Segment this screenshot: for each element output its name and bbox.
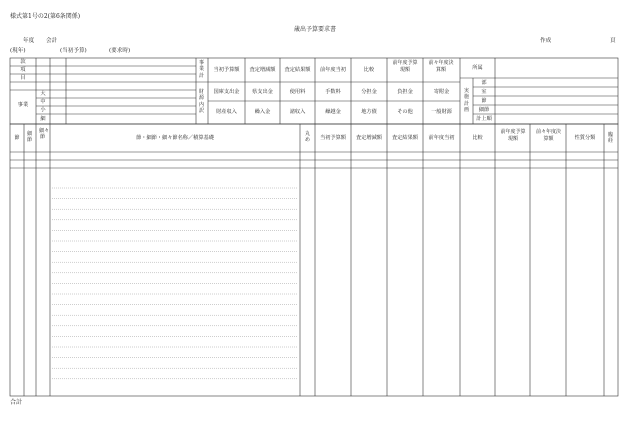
dai-label: 大: [40, 91, 46, 97]
lower-col-setsu: 節: [14, 135, 20, 141]
lower-col-initial-budget: 当初予算額: [320, 135, 346, 141]
fund-national: 国庫支出金: [213, 89, 240, 95]
jigyo-label: 事業: [17, 102, 29, 108]
lower-col-assess-change: 査定増減額: [356, 135, 382, 141]
lower-col-nature: 性質分類: [574, 135, 596, 141]
col-initial-budget: 当初予算額: [213, 67, 240, 73]
org-bu: 部: [481, 80, 487, 86]
year-label: 年度: [23, 38, 35, 44]
lower-col-prev-budget: 前年度予算現額: [500, 129, 526, 142]
col-prev2-settle: 前々年度決算額: [428, 60, 454, 73]
col-assess-result: 査定結果額: [284, 67, 311, 73]
saimoku-label: 細: [40, 116, 46, 122]
page-label: 頁: [610, 38, 616, 44]
total-label: 合計: [10, 399, 23, 406]
kan-label: 款: [20, 59, 26, 65]
form-number: 様式第1号の2(第6条関係): [10, 13, 81, 20]
jigyokei-label: 事業計: [198, 60, 204, 79]
lower-col-prev-initial: 前年度当初: [428, 135, 455, 141]
col-compare: 比較: [363, 67, 375, 73]
form-title: 歳出予算要求書: [293, 26, 336, 33]
lower-col-prev2-settle: 前々年度決算額: [535, 129, 561, 142]
lower-col-saisetsu: 細節: [26, 131, 32, 144]
current-year-label: (現年): [10, 48, 26, 54]
moku-label: 目: [20, 75, 26, 81]
org-setsu: 節: [481, 98, 487, 104]
zaigen-naiyaku-label: 財源内訳: [198, 89, 204, 115]
fund-transfer-in: 繰入金: [254, 109, 271, 115]
initial-budget-label: (当初予算): [60, 48, 87, 54]
fund-property: 財産収入: [216, 109, 237, 115]
lower-col-name-basis: 節・細節・細々節名称／積算基礎: [136, 135, 214, 141]
request-time-label: (要求時): [109, 48, 131, 54]
fund-share: 分担金: [361, 89, 377, 95]
fund-other: その他: [397, 109, 413, 115]
created-label: 作成: [540, 38, 552, 44]
fund-prefecture: 県支出金: [252, 89, 273, 95]
lower-col-marume: 丸め: [304, 131, 310, 144]
org-saisetsu: 細節: [478, 107, 490, 113]
fund-misc: 諸収入: [289, 109, 306, 115]
lower-col-saisaisetsu: 細々節: [39, 128, 50, 141]
lower-col-rinkei: 臨経: [607, 132, 613, 145]
fund-bond: 地方債: [361, 109, 377, 115]
kou-label: 項: [20, 67, 26, 73]
fund-burden: 負担金: [397, 89, 413, 95]
fund-fee: 手数料: [325, 89, 341, 95]
lower-col-assess-result: 査定結果額: [392, 135, 418, 141]
sho-label: 小: [40, 107, 46, 113]
org-shitsu: 室: [481, 89, 487, 95]
org-keijojun: 計上順: [476, 116, 492, 122]
col-assess-change: 査定増減額: [249, 67, 276, 73]
jisshi-keikaku-label: 実施計画: [463, 88, 469, 114]
fund-general: 一般財源: [431, 109, 452, 115]
chu-label: 中: [40, 99, 46, 105]
shozoku-label: 所属: [472, 65, 483, 71]
fund-donation: 寄附金: [433, 89, 450, 95]
fund-carryover: 繰越金: [325, 109, 341, 115]
col-prev-budget: 前年度予算現額: [392, 60, 418, 73]
lower-col-compare: 比較: [472, 135, 483, 141]
fund-usage: 使用料: [289, 89, 306, 95]
col-prev-initial: 前年度当初: [320, 67, 346, 73]
account-label: 会計: [46, 38, 58, 44]
